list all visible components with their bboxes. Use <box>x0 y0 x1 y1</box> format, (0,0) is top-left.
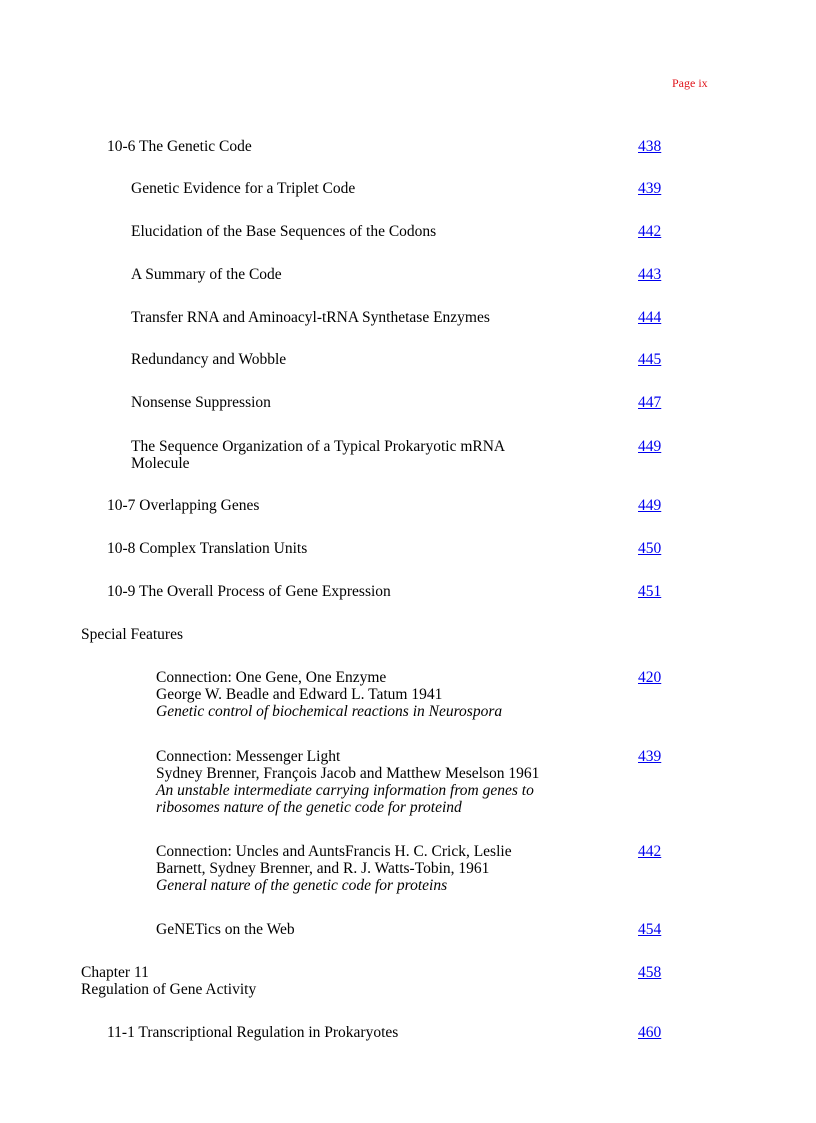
toc-page-link[interactable]: 444 <box>638 309 662 326</box>
feature-paper-title: An unstable intermediate carrying information from genes to <box>156 782 534 799</box>
toc-page-link[interactable]: 439 <box>638 180 662 197</box>
toc-entry: Nonsense Suppression <box>131 394 271 411</box>
toc-page-link[interactable]: 451 <box>638 583 662 600</box>
toc-page-link[interactable]: 449 <box>638 497 662 514</box>
toc-page-link[interactable]: 438 <box>638 138 662 155</box>
toc-page-link[interactable]: 447 <box>638 394 662 411</box>
special-feature-item <box>156 669 616 720</box>
toc-page-link[interactable]: 420 <box>638 669 662 686</box>
toc-entry: Elucidation of the Base Sequences of the Codons <box>131 223 437 240</box>
toc-page-link[interactable]: 458 <box>638 964 662 981</box>
special-feature-item: GeNETics on the Web <box>156 921 295 938</box>
feature-title: Connection: Messenger Light <box>156 748 341 765</box>
feature-paper-title: Genetic control of biochemical reactions in Neurospora <box>156 703 503 720</box>
feature-authors: Sydney Brenner, François Jacob and Matthew Meselson 1961 <box>156 765 540 782</box>
toc-page-link[interactable]: 460 <box>638 1024 662 1041</box>
chapter-label: Chapter 11 <box>81 964 149 981</box>
toc-entry: Redundancy and Wobble <box>131 351 287 368</box>
special-feature-item <box>156 843 616 894</box>
feature-authors: Barnett, Sydney Brenner, and R. J. Watts-Tobin, 1961 <box>156 860 490 877</box>
toc-page-link[interactable]: 454 <box>638 921 662 938</box>
special-feature-item <box>156 748 616 816</box>
toc-entry <box>131 438 561 472</box>
special-features-heading: Special Features <box>81 626 184 643</box>
feature-title: Connection: Uncles and AuntsFrancis H. C. Crick, Leslie <box>156 843 512 860</box>
toc-page-link[interactable]: 442 <box>638 223 662 240</box>
toc-entry: Genetic Evidence for a Triplet Code <box>131 180 356 197</box>
toc-entry-10-7: 10-7 Overlapping Genes <box>107 497 260 514</box>
toc-page-link[interactable]: 443 <box>638 266 662 283</box>
toc-entry-11-1: 11-1 Transcriptional Regulation in Prokaryotes <box>107 1024 399 1041</box>
toc-page-link[interactable]: 449 <box>638 438 662 455</box>
toc-entry: Transfer RNA and Aminoacyl-tRNA Synthetase Enzymes <box>131 309 490 326</box>
feature-paper-title: General nature of the genetic code for proteins <box>156 877 448 894</box>
toc-entry-10-6: 10-6 The Genetic Code <box>107 138 252 155</box>
toc-page-link[interactable]: 439 <box>638 748 662 765</box>
toc-page-link[interactable]: 442 <box>638 843 662 860</box>
feature-authors: George W. Beadle and Edward L. Tatum 1941 <box>156 686 443 703</box>
toc-entry-line: The Sequence Organization of a Typical Prokaryotic mRNA <box>131 438 506 455</box>
toc-entry-10-8: 10-8 Complex Translation Units <box>107 540 308 557</box>
toc-entry: A Summary of the Code <box>131 266 282 283</box>
page-label: Page ix <box>672 76 708 90</box>
chapter-heading <box>81 964 601 998</box>
feature-title: Connection: One Gene, One Enzyme <box>156 669 387 686</box>
toc-entry-line: Molecule <box>131 455 190 472</box>
feature-paper-title: ribosomes nature of the genetic code for proteind <box>156 799 462 816</box>
toc-entry-10-9: 10-9 The Overall Process of Gene Expression <box>107 583 391 600</box>
chapter-title: Regulation of Gene Activity <box>81 981 257 998</box>
toc-page-link[interactable]: 445 <box>638 351 662 368</box>
toc-page-link[interactable]: 450 <box>638 540 662 557</box>
